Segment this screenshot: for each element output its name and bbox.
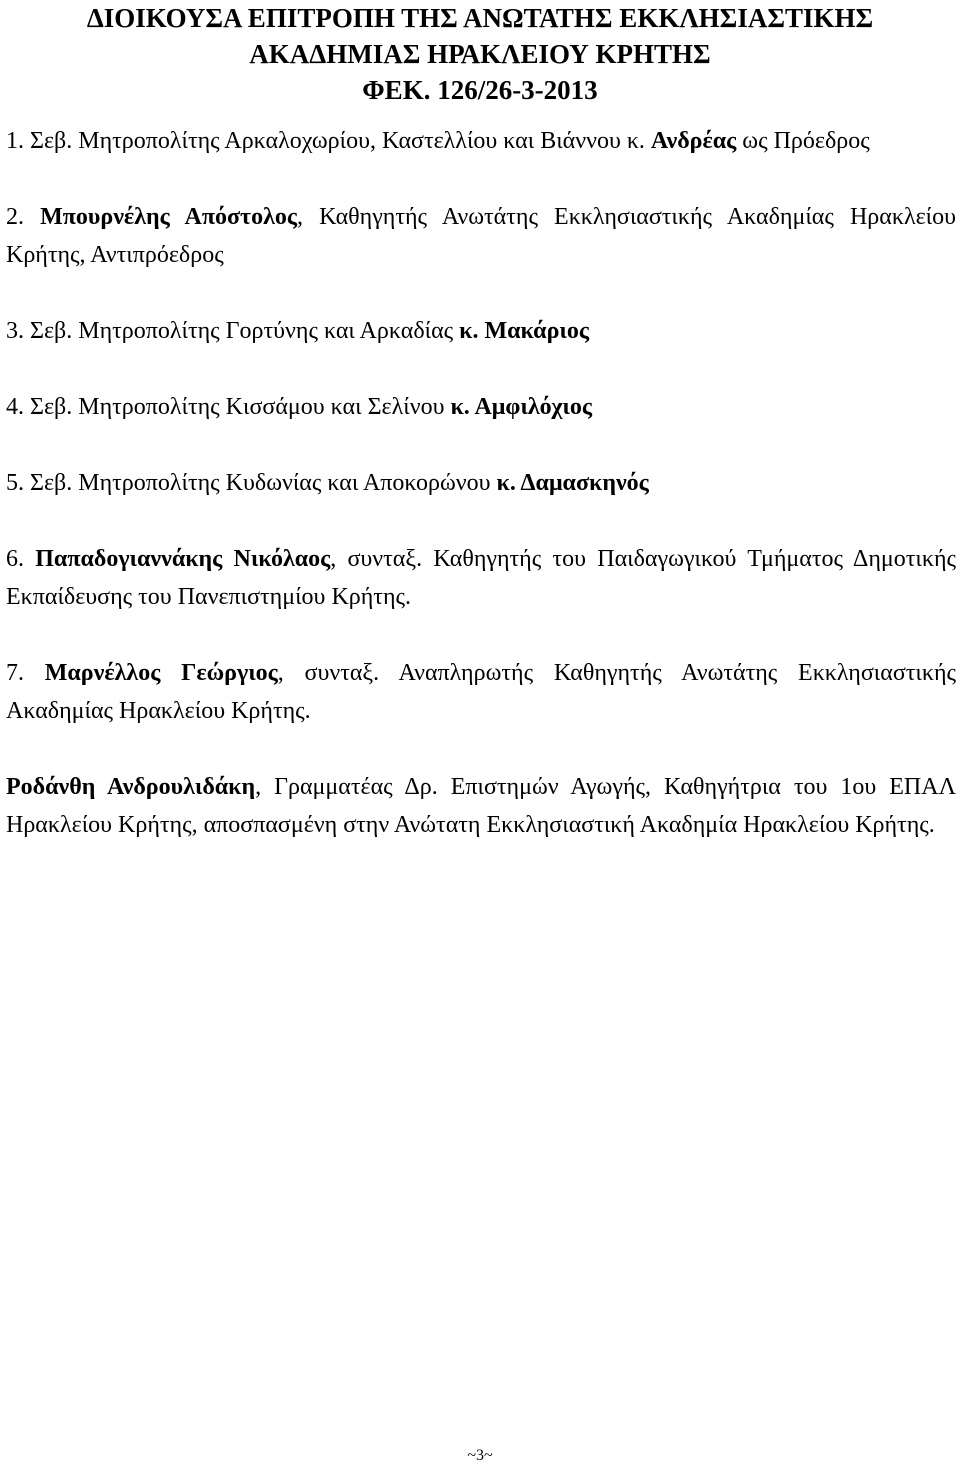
member-2-role: , Καθηγητής Ανωτάτης Εκκλησιαστικής Ακαδημίας Ηρακλείου Κρήτης, Αντιπρόεδρος <box>6 204 957 268</box>
member-item-5 <box>6 464 956 502</box>
member-1-prefix: 1. Σεβ. Μητροπολίτης Αρκαλοχωρίου, Καστελλίου και Βιάννου κ. <box>6 128 651 154</box>
member-7-role: , συνταξ. Αναπληρωτής Καθηγητής Ανωτάτης Εκκλησιαστικής Ακαδημίας Ηρακλείου Κρήτης. <box>6 660 957 724</box>
member-5-name: κ. Δαμασκηνός <box>496 470 649 496</box>
page-number: ~3~ <box>467 1447 493 1464</box>
member-4-prefix: 4. Σεβ. Μητροπολίτης Κισσάμου και Σελίνου <box>6 394 451 420</box>
member-4-name: κ. Αμφιλόχιος <box>450 394 592 420</box>
member-6-role: , συνταξ. Καθηγητής του Παιδαγωγικού Τμήματος Δημοτικής Εκπαίδευσης του Πανεπιστημίου Κρήτης. <box>6 546 956 610</box>
member-2-prefix: 2. <box>6 204 41 230</box>
member-5-prefix: 5. Σεβ. Μητροπολίτης Κυδωνίας και Αποκορώνου <box>6 470 497 496</box>
member-item-3 <box>6 312 956 350</box>
member-7-name: Μαρνέλλος Γεώργιος <box>44 660 278 686</box>
member-6-name: Παπαδογιαννάκης Νικόλαος <box>35 546 331 572</box>
header-line-2: ΑΚΑΔΗΜΙΑΣ ΗΡΑΚΛΕΙΟΥ ΚΡΗΤΗΣ <box>249 39 711 69</box>
member-item-7 <box>6 654 956 730</box>
secretary-item <box>6 768 956 844</box>
member-6-prefix: 6. <box>6 546 36 572</box>
secretary-role: , Γραμματέας Δρ. Επιστημών Αγωγής, Καθηγήτρια του 1ου ΕΠΑΛ Ηρακλείου Κρήτης, αποσπασμένη στην Ανώτατη Εκκλησιαστική Ακαδημία Ηρακλείου Κρήτης. <box>6 774 956 838</box>
member-list <box>6 122 956 882</box>
member-3-name: κ. Μακάριος <box>459 318 589 344</box>
member-item-2 <box>6 198 956 274</box>
member-3-prefix: 3. Σεβ. Μητροπολίτης Γορτύνης και Αρκαδίας <box>6 318 460 344</box>
member-7-prefix: 7. <box>6 660 45 686</box>
secretary-name: Ροδάνθη Ανδρουλιδάκη <box>6 774 256 800</box>
member-item-6 <box>6 540 956 616</box>
header-line-1: ΔΙΟΙΚΟΥΣΑ ΕΠΙΤΡΟΠΗ ΤΗΣ ΑΝΩΤΑΤΗΣ ΕΚΚΛΗΣΙΑΣΤΙΚΗΣ <box>86 3 874 33</box>
member-1-role: ως Πρόεδρος <box>736 128 870 154</box>
document-header <box>0 0 960 108</box>
member-1-name: Ανδρέας <box>650 128 737 154</box>
member-item-1 <box>6 122 956 160</box>
member-2-name: Μπουρνέλης Απόστολος <box>40 204 298 230</box>
member-item-4 <box>6 388 956 426</box>
header-line-3: ΦΕΚ. 126/26-3-2013 <box>362 75 598 105</box>
